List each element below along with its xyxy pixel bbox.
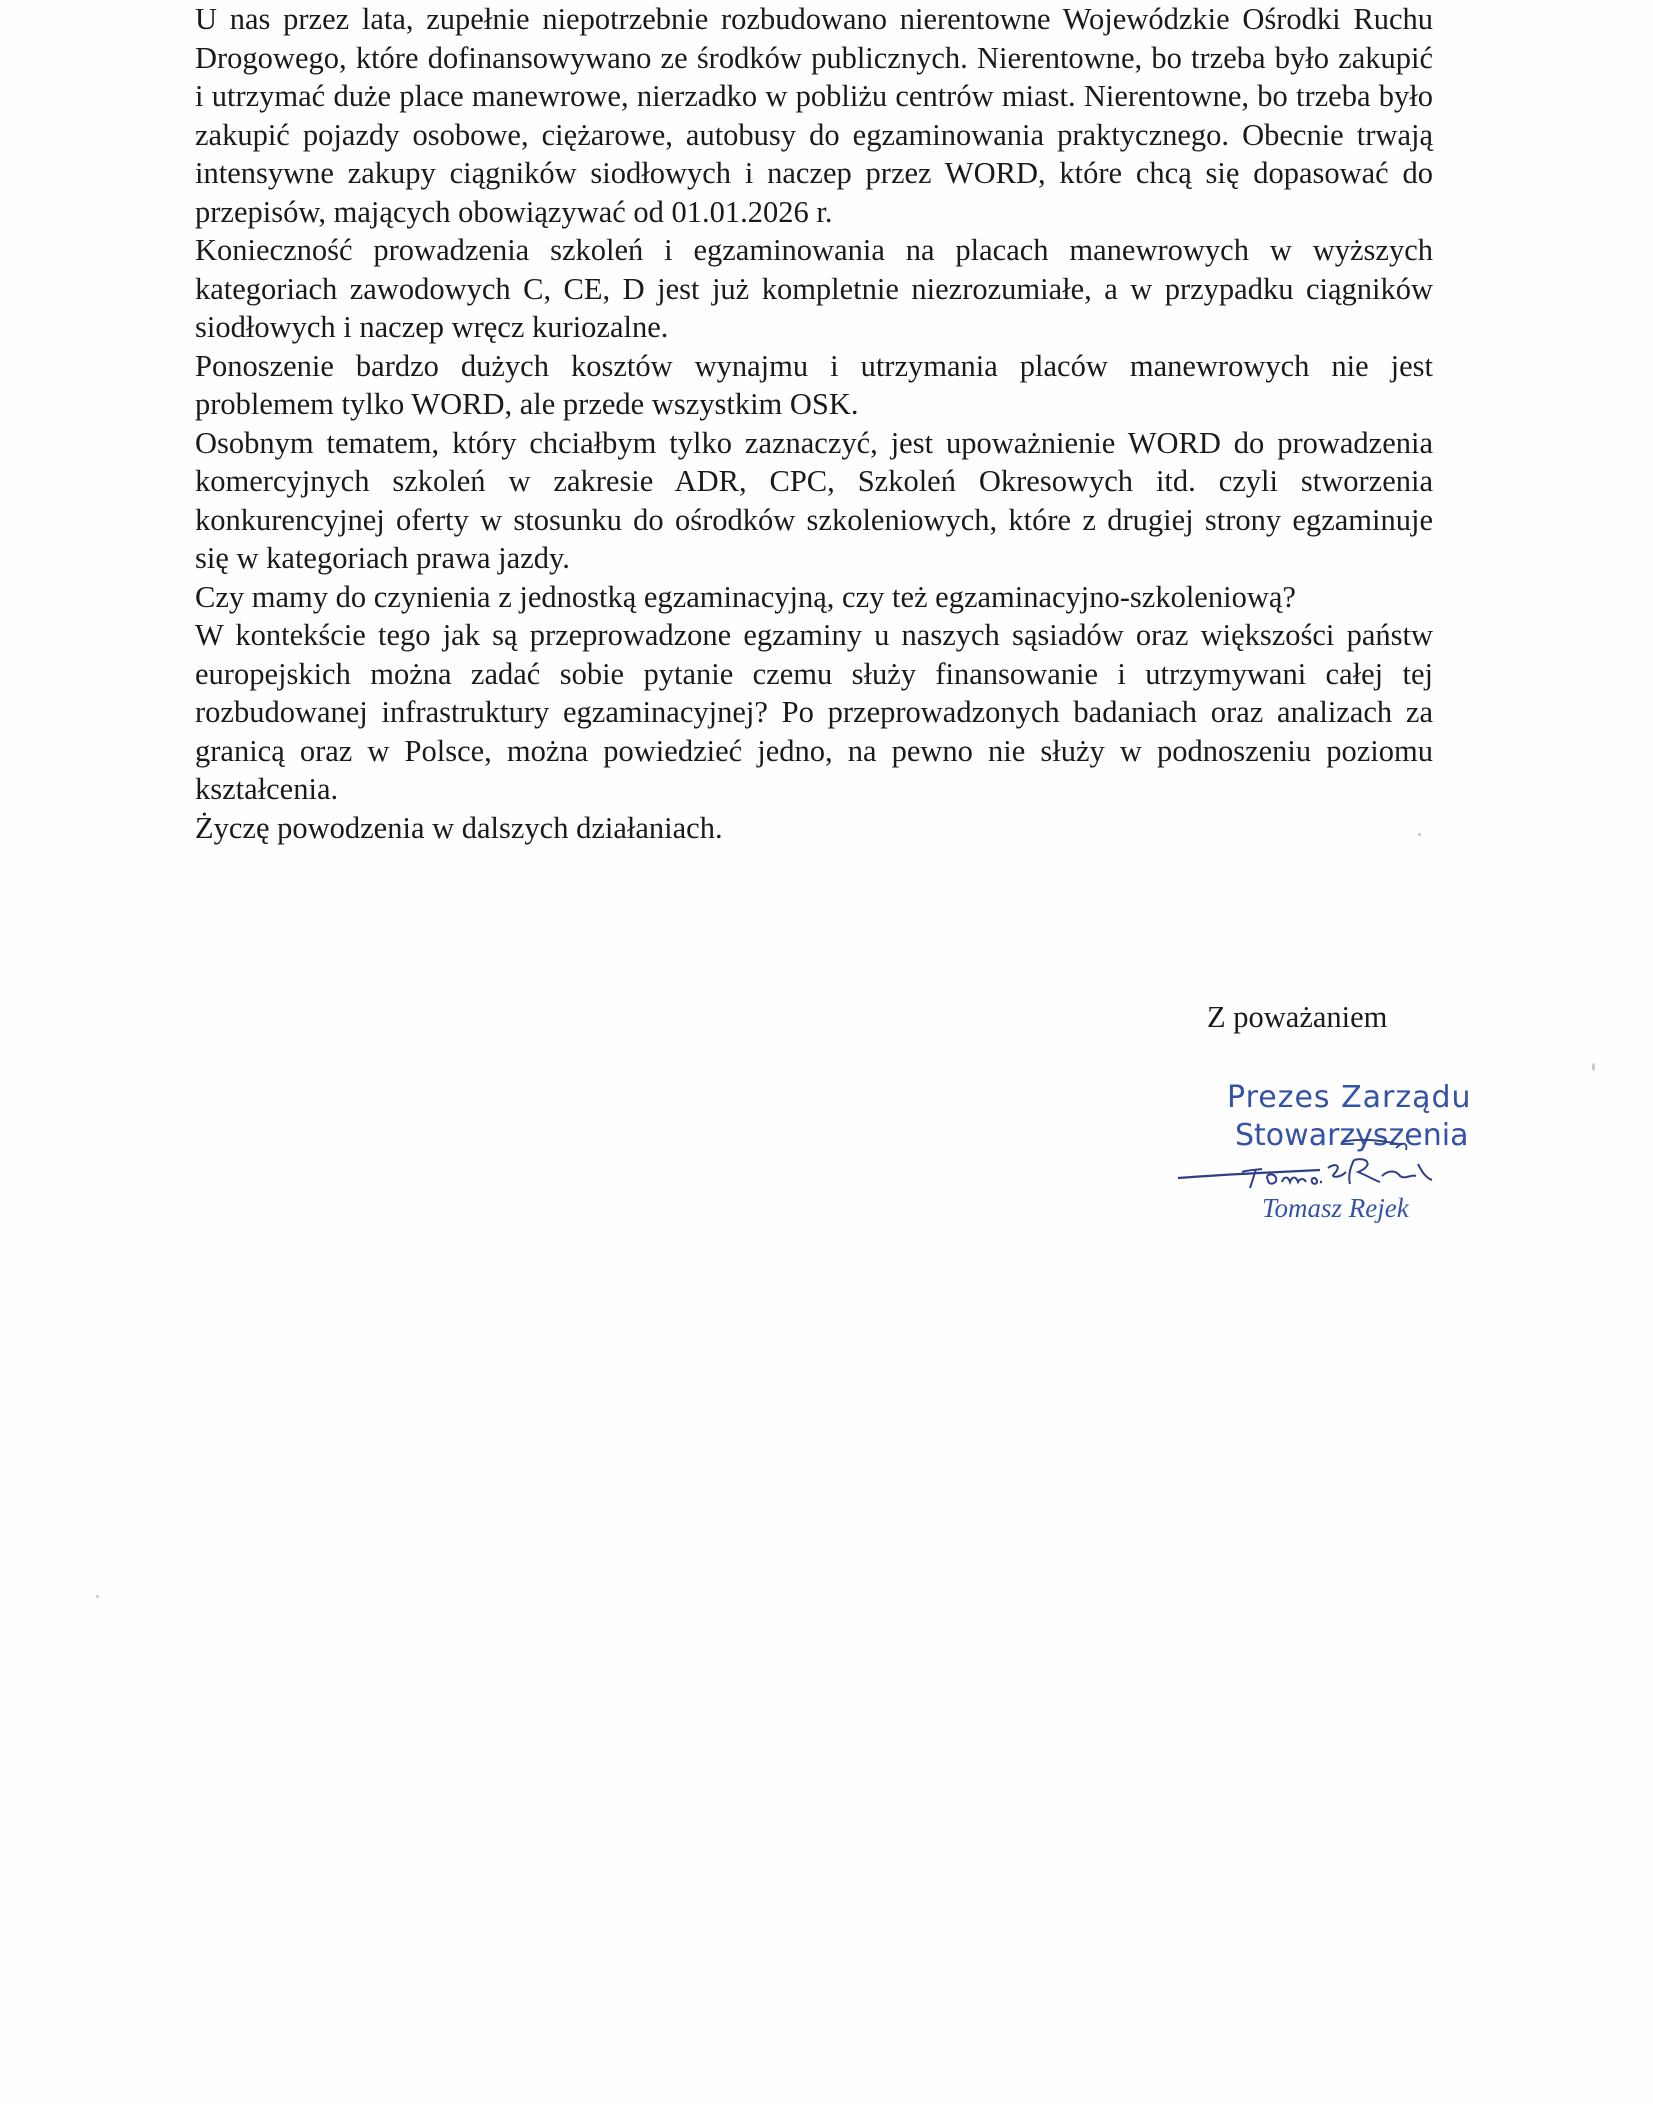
paragraph-wishes: Życzę powodzenia w dalszych działaniach. (195, 810, 723, 845)
scan-speck (96, 1595, 99, 1598)
stamp-organization: Stowarzyszenia (1235, 1118, 1469, 1153)
scan-speck (1592, 1063, 1595, 1071)
paragraph-word-history: U nas przez lata, zupełnie niepotrzebnie rozbudowano nierentowne Wojewódzkie Ośrodki Ruchu Drogowego, które dofinansowywano ze środków publicznych. Nierentowne, bo trzeba było zakupić i utrzymać duże place manewrowe, nierzadko w pobliżu centrów miast. Nierentowne, bo trzeba było zakupić pojazdy osobowe, ciężarowe, autobusy do egzaminowania praktycznego. Obecnie trwają intensywne zakupy ciągników siodłowych i naczep przez WORD, które chcą się dopasować do przepisów, mających obowiązywać od 01.01.2026 r. (195, 2, 1433, 229)
paragraph-european-context: W kontekście tego jak są przeprowadzone egzaminy u naszych sąsiadów oraz większości państw europejskich można zadać sobie pytanie czemu służy finansowanie i utrzymywani całej tej rozbudowanej infrastruktury egzaminacyjnej? Po przeprowadzonych badaniach oraz analizach za granicą oraz w Polsce, można powiedzieć jedno, na pewno nie służy w podnoszeniu poziomu kształcenia. (195, 618, 1433, 806)
paragraph-costs: Ponoszenie bardzo dużych kosztów wynajmu i utrzymania placów manewrowych nie jest problemem tylko WORD, ale przede wszystkim OSK. (195, 348, 1433, 421)
paragraph-question: Czy mamy do czynienia z jednostką egzaminacyjną, czy też egzaminacyjno-szkoleniową? (195, 579, 1296, 614)
stamp-title: Prezes Zarządu (1227, 1080, 1472, 1115)
signature-stamp (1170, 1080, 1490, 1230)
closing-salutation: Z poważaniem (1207, 1000, 1388, 1034)
scan-speck (1418, 833, 1421, 836)
handwritten-signature (1170, 1120, 1490, 1200)
paragraph-maneuvering-yards: Konieczność prowadzenia szkoleń i egzaminowania na placach manewrowych w wyższych kategoriach zawodowych C, CE, D jest już kompletnie niezrozumiałe, a w przypadku ciągników siodłowych i naczep wręcz kuriozalne. (195, 233, 1433, 344)
stamp-signatory-name: Tomasz Rejek (1262, 1193, 1409, 1223)
letter-body (195, 0, 1433, 847)
paragraph-commercial-training: Osobnym tematem, który chciałbym tylko zaznaczyć, jest upoważnienie WORD do prowadzenia komercyjnych szkoleń w zakresie ADR, CPC, Szkoleń Okresowych itd. czyli stworzenia konkurencyjnej oferty w stosunku do ośrodków szkoleniowych, które z drugiej strony egzaminuje się w kategoriach prawa jazdy. (195, 425, 1433, 575)
